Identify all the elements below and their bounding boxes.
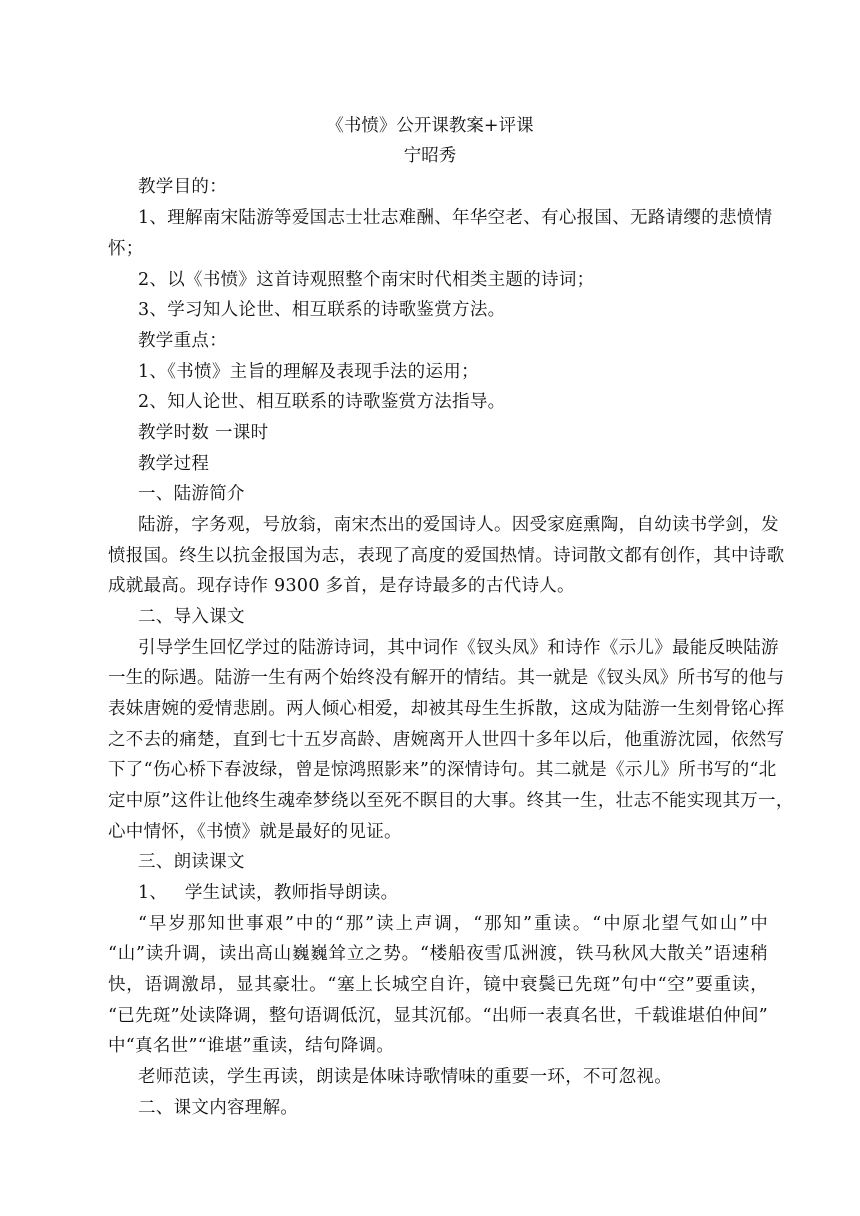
paragraph-line: 愤报国。终生以抗金报国为志，表现了高度的爱国热情。诗词散文都有创作，其中诗歌 [108, 546, 785, 566]
section-heading-objectives: 教学目的： [138, 177, 227, 197]
document-title: 《书愤》公开课教案+评课 [326, 116, 534, 136]
paragraph-line: 之不去的痛楚，直到七十五岁高龄、唐婉离开人世四十多年以后，他重游沈园，依然写 [108, 730, 785, 750]
paragraph-line: 快，语调激昂，显其豪壮。“塞上长城空自许，镜中衰鬓已先斑”句中“空”要重读， [108, 975, 768, 995]
paragraph-line: 一生的际遇。陆游一生有两个始终没有解开的情结。其一就是《钗头凤》所书写的他与 [108, 668, 785, 688]
paragraph-line: 老师范读，学生再读，朗读是体味诗歌情味的重要一环，不可忽视。 [138, 1067, 672, 1087]
paragraph-line: 中“真名世”“谁堪”重读，结句降调。 [108, 1036, 395, 1056]
paragraph-line: 1、理解南宋陆游等爱国志士壮志难酬、年华空老、有心报国、无路请缨的悲愤情 [138, 208, 773, 228]
paragraph-line: 下了“伤心桥下春波绿，曾是惊鸿照影来”的深情诗句。其二就是《示儿》所书写的“北 [108, 760, 777, 780]
section-heading-intro: 一、陆游简介 [138, 484, 245, 504]
paragraph-line: 陆游，字务观，号放翁，南宋杰出的爱国诗人。因受家庭熏陶，自幼读书学剑，发 [138, 515, 779, 535]
paragraph-line: “山”读升调，读出高山巍巍耸立之势。“楼船夜雪瓜洲渡，铁马秋风大散关”语速稍 [108, 944, 768, 964]
section-heading-lead-in: 二、导入课文 [138, 607, 245, 627]
document-author: 宁昭秀 [403, 146, 457, 166]
paragraph-line: 心中情怀，《书愤》就是最好的见证。 [108, 822, 402, 842]
paragraph-line: 成就最高。现存诗作 9300 多首，是存诗最多的古代诗人。 [108, 576, 575, 596]
paragraph-line: 怀； [108, 239, 144, 259]
section-heading-hours: 教学时数 一课时 [138, 423, 269, 443]
section-heading-reading: 三、朗读课文 [138, 852, 245, 872]
paragraph-line: 1、《书愤》主旨的理解及表现手法的运用； [138, 362, 479, 382]
paragraph-line: 引导学生回忆学过的陆游诗词，其中词作《钗头凤》和诗作《示儿》最能反映陆游 [138, 638, 779, 658]
paragraph-line: 3、学习知人论世、相互联系的诗歌鉴赏方法。 [138, 300, 506, 320]
paragraph-line: “已先斑”处读降调，整句语调低沉，显其沉郁。“出师一表真名世，千载谁堪伯仲间” [108, 1006, 768, 1026]
section-heading-key-points: 教学重点： [138, 331, 227, 351]
paragraph-line: 2、以《书愤》这首诗观照整个南宋时代相类主题的诗词； [138, 270, 595, 290]
paragraph-line: “早岁那知世事艰”中的“那”读上声调，“那知”重读。“中原北望气如山”中 [138, 914, 768, 934]
paragraph-line: 2、知人论世、相互联系的诗歌鉴赏方法指导。 [138, 392, 506, 412]
section-heading-process: 教学过程 [138, 454, 210, 474]
list-item: 1、 学生试读，教师指导朗读。 [138, 883, 399, 903]
section-heading-comprehension: 二、课文内容理解。 [138, 1098, 299, 1118]
paragraph-line: 表妹唐婉的爱情悲剧。两人倾心相爱，却被其母生生拆散，这成为陆游一生刻骨铭心挥 [108, 699, 785, 719]
paragraph-line: 定中原”这件让他终生魂牵梦绕以至死不瞑目的大事。终其一生，壮志不能实现其万一， [108, 791, 794, 811]
